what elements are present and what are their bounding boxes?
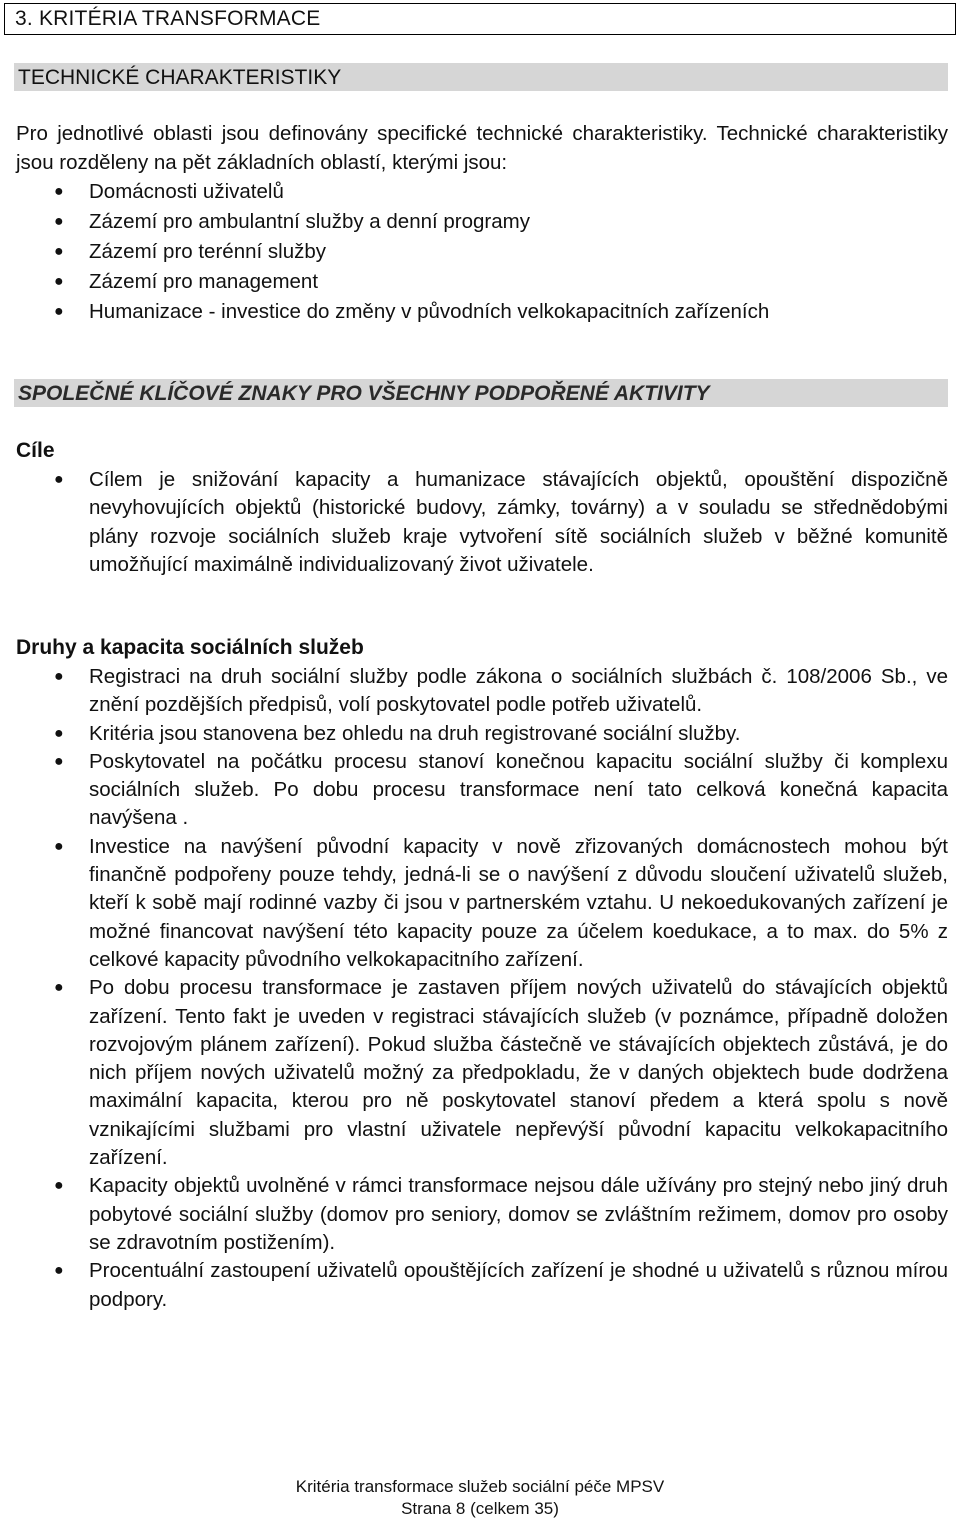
list-item-text: Domácnosti uživatelů: [89, 180, 284, 203]
footer-title: Kritéria transformace služeb sociální péče MPSV: [295, 1477, 665, 1496]
list-item: [16, 833, 948, 974]
list-item: [16, 974, 948, 1172]
bullet-icon: ●: [54, 1177, 64, 1195]
list-item: [16, 207, 948, 237]
list-item: [16, 267, 948, 297]
list-item-text: Procentuální zastoupení uživatelů opouštějících zařízení je shodné u uživatelů s různou mírou podpory.: [89, 1259, 948, 1311]
list-item-text: Kapacity objektů uvolněné v rámci transformace nejsou dále užívány pro stejný nebo jiný druh pobytové sociální služby (domov pro seniory, domov se zvláštním režimem, domov pro osoby se zdravotním postižením).: [89, 1174, 948, 1254]
list-item-text: Investice na navýšení původní kapacity v nově zřizovaných domácnostech mohou být finančně podpořeny pouze tehdy, jedná-li se o navýšení z důvodu sloučení uživatelů služeb, kteří k sobě mají rodinné vazby či jsou v partnerském vztahu. U nekoedukovaných zařízení je možné financovat navýšení této kapacity pouze za účelem koedukace, a to max. do 5% z celkové kapacity původního velkokapacitního zařízení.: [89, 834, 948, 971]
bullet-icon: ●: [54, 1262, 64, 1280]
areas-list: [16, 177, 948, 327]
bullet-icon: ●: [54, 471, 64, 488]
bullet-icon: ●: [54, 724, 64, 742]
list-item: [16, 1172, 948, 1257]
list-item-text: Zázemí pro terénní služby: [89, 240, 326, 263]
list-item: [16, 297, 948, 327]
goals-list: [16, 466, 948, 579]
list-item-text: Cílem je snižování kapacity a humanizace stávajících objektů, opouštění dispozičně nevyhovujících objektů (historické budovy, zámky, továrny) a v souladu se střednědobými plány rozvoje sociálních služeb kraje vytvoření sítě sociálních služeb v běžné komunitě umožňující maximálně individualizovaný život uživatele.: [89, 468, 948, 576]
bullet-icon: ●: [54, 243, 64, 260]
list-item-text: Humanizace - investice do změny v původních velkokapacitních zařízeních: [89, 300, 770, 323]
goals-heading: Cíle: [16, 439, 55, 462]
list-item-text: Registraci na druh sociální služby podle zákona o sociálních službách č. 108/2006 Sb., ve znění pozdějších předpisů, volí poskytovatel podle potřeb uživatelů.: [89, 665, 948, 717]
list-item-text: Zázemí pro ambulantní služby a denní programy: [89, 210, 530, 233]
bullet-icon: ●: [54, 837, 64, 855]
bullet-icon: ●: [54, 979, 64, 997]
intro-paragraph: Pro jednotlivé oblasti jsou definovány specifické technické charakteristiky. Technické charakteristiky jsou rozděleny na pět základních oblastí, kterými jsou:: [16, 122, 948, 174]
section-title-technical: TECHNICKÉ CHARAKTERISTIKY: [14, 63, 948, 91]
bullet-icon: ●: [54, 273, 64, 290]
list-item: [16, 748, 948, 833]
chapter-title: 3. KRITÉRIA TRANSFORMACE: [4, 3, 956, 35]
bullet-icon: ●: [54, 213, 64, 230]
list-item: [16, 237, 948, 267]
footer-page-number: Strana 8 (celkem 35): [401, 1499, 559, 1518]
list-item: [16, 1257, 948, 1314]
list-item-text: Poskytovatel na počátku procesu stanoví konečnou kapacitu sociální služby či komplexu sociálních služeb. Po dobu procesu transformace není tato celková konečná kapacita navýšena .: [89, 749, 948, 830]
list-item: [16, 177, 948, 207]
section-title-key-features: SPOLEČNÉ KLÍČOVÉ ZNAKY PRO VŠECHNY PODPOŘENÉ AKTIVITY: [14, 379, 948, 407]
list-item-text: Kritéria jsou stanovena bez ohledu na druh registrované sociální služby.: [89, 721, 741, 745]
bullet-icon: ●: [54, 668, 64, 685]
services-heading: Druhy a kapacita sociálních služeb: [16, 636, 364, 659]
services-list: [16, 663, 948, 1314]
list-item: [16, 663, 948, 720]
bullet-icon: ●: [54, 303, 64, 320]
list-item: [16, 720, 948, 748]
list-item: [16, 466, 948, 579]
list-item-text: Zázemí pro management: [89, 270, 319, 293]
list-item-text: Po dobu procesu transformace je zastaven příjem nových uživatelů do stávajících objektů zařízení. Tento fakt je uveden v registraci stávajících služeb (v poznámce, případně doložen rozvojovým plánem zařízení). Pokud služba částečně ve stávajících objektech zůstává, je do nich příjem nových uživatelů možný za předpokladu, že v daných objektech bude dodržena maximální kapacita, kterou pro ně poskytovatel stanoví předem a která spolu s nově vznikajícími službami pro vlastní uživatele nepřevýší původní kapacitu velkokapacitního zařízení.: [89, 976, 948, 1170]
bullet-icon: ●: [54, 752, 64, 770]
bullet-icon: ●: [54, 183, 64, 200]
